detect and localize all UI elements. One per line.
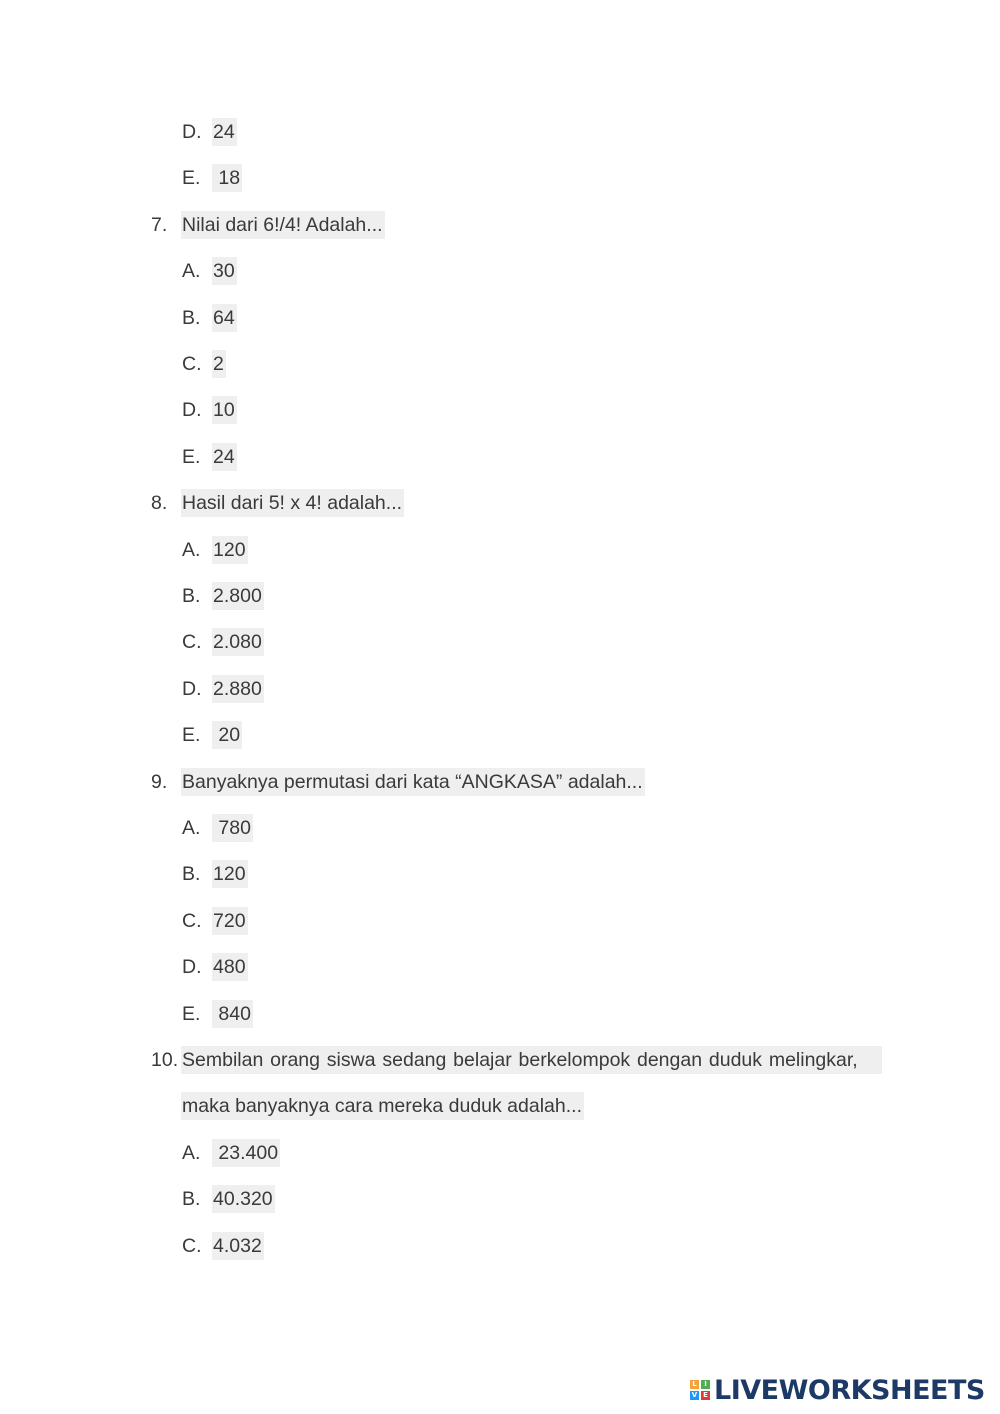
- option-text: 840: [212, 1000, 253, 1028]
- option-text: 2.880: [212, 675, 264, 703]
- liveworksheets-logo: [690, 1372, 985, 1408]
- option-text: 120: [212, 536, 248, 564]
- option-letter: D.: [182, 677, 202, 700]
- option-text: 23.400: [212, 1139, 280, 1167]
- option-text: 64: [212, 304, 237, 332]
- question-number: 8.: [151, 492, 168, 515]
- option-letter: E.: [182, 724, 201, 747]
- question-text: maka banyaknya cara mereka duduk adalah...: [181, 1092, 584, 1120]
- option-letter: B.: [182, 863, 201, 886]
- option-text: 24: [212, 443, 237, 471]
- question-number: 7.: [151, 213, 168, 236]
- question-number: 10.: [151, 1049, 179, 1071]
- option-letter: A.: [182, 260, 201, 283]
- option-text: 40.320: [212, 1185, 275, 1213]
- option-letter: C.: [182, 1234, 202, 1257]
- option-text: 30: [212, 257, 237, 285]
- option-text: 120: [212, 860, 248, 888]
- option-text: 2.080: [212, 628, 264, 656]
- option-text: 2: [212, 350, 226, 378]
- option-letter: B.: [182, 1188, 201, 1211]
- option-text: 780: [212, 814, 253, 842]
- option-text: 10: [212, 396, 237, 424]
- option-text: 20: [212, 721, 242, 749]
- question-text: Sembilan orang siswa sedang belajar berkelompok dengan duduk melingkar,: [181, 1046, 882, 1074]
- question-text: Nilai dari 6!/4! Adalah...: [181, 211, 385, 239]
- option-letter: D.: [182, 399, 202, 422]
- option-text: 4.032: [212, 1232, 264, 1260]
- option-letter: A.: [182, 817, 201, 839]
- option-letter: D.: [182, 121, 202, 143]
- logo-tile: I: [701, 1380, 710, 1389]
- logo-icon: [690, 1380, 710, 1400]
- question-number: 9.: [151, 770, 168, 793]
- option-text: 2.800: [212, 582, 264, 610]
- option-letter: E.: [182, 167, 201, 190]
- option-letter: C.: [182, 631, 202, 654]
- option-letter: E.: [182, 445, 201, 468]
- option-letter: C.: [182, 353, 202, 375]
- option-letter: B.: [182, 306, 201, 329]
- option-text: 24: [212, 118, 237, 146]
- logo-tile: L: [690, 1380, 699, 1389]
- option-text: 480: [212, 953, 248, 981]
- option-letter: A.: [182, 1141, 201, 1164]
- option-letter: D.: [182, 956, 202, 979]
- question-text: Banyaknya permutasi dari kata “ANGKASA” adalah...: [181, 768, 645, 796]
- option-letter: E.: [182, 1002, 201, 1025]
- option-letter: B.: [182, 585, 201, 607]
- question-text: Hasil dari 5! x 4! adalah...: [181, 489, 404, 517]
- logo-tile: E: [701, 1391, 710, 1400]
- option-letter: A.: [182, 538, 201, 561]
- option-letter: C.: [182, 909, 202, 932]
- logo-tile: V: [691, 1391, 698, 1399]
- option-text: 18: [212, 164, 242, 192]
- option-text: 720: [212, 907, 248, 935]
- brand-name: LIVEWORKSHEETS: [714, 1374, 985, 1406]
